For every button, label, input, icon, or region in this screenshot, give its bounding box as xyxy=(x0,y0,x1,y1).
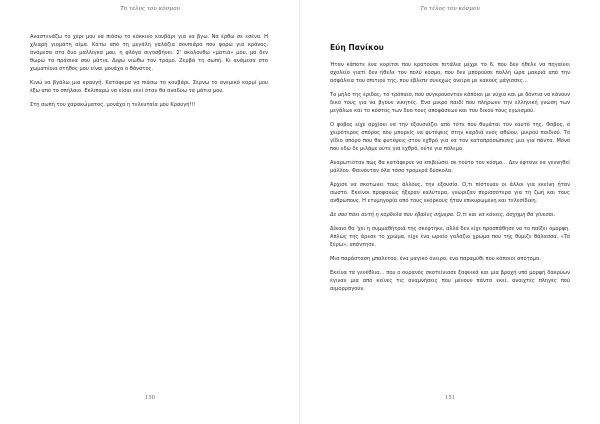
paragraph: Στη σωπή του χαρακώματος, μονάχα η τελευταία μου Κραυγή!!! xyxy=(30,102,196,108)
page-number-left: 150 xyxy=(145,395,155,401)
paragraph: Άρχισε να σκοτώνει τους άλλους, την εξουσία. Ο,τι πίστευαν οι άλλοι για εκείνη ήταν σωστό. Εκείνοι προφανώς ήξεραν καλύτερα, γνώριζαν περισσότερα για τη ζωή και τους ανθρώπους. Η ετυμηγορία από τους ενόρκους ήταν επικυρωμένη και τελεσίδικη. xyxy=(330,182,570,204)
right-page xyxy=(300,0,600,424)
running-head-right: Το τέλος του κόσμου xyxy=(420,6,480,12)
story-title: Εύη Πανίκου xyxy=(330,43,384,52)
running-head-left: Το τέλος του κόσμου xyxy=(120,6,180,12)
paragraph: Δίκαιο θα 'χει η συμμαθήτριά της σκέφτηκε, αλλά δεν είχε προσπάθησε να το παίξει όμορφη. Απλώς της άρεσε το χρώμα, είχε ένα ωραίο γαλάζιο χρώμα που της θύμιζε θάλασσα. «Το ξέρω», απάντησε. xyxy=(330,226,570,248)
paragraph: Μια παράσταση μπαλέτου, ένα μαγικό όνειρο, ένα παραμύθι που κάποιοι απότομα. xyxy=(330,256,541,262)
right-page-text xyxy=(330,61,570,299)
left-page-text xyxy=(30,33,268,115)
paragraph: Το μήλο της έριδος, το τρόπαιο, που συγκρούονταν κάποιοι με νύχια και με δόντια να κάνουν δικό τους για να βγουν νικητές. Ένα μικρό παιδί που πλήρωνε την ελληνική γνώση των μεγάλων και το κόστος των δυο τους αποφάσεων και του δικού τους εγωισμού. xyxy=(330,92,570,114)
paragraph: Αναστενάζω το χέρι μου να πιάσω το κόκκινο κουβάρι για να βγω. Να έρθω σε εσένα. Η χλιαρή γιομάτη αίμα. Κάτω από τη μεγάλη γαλάζια σουπιάρα που φορώ για κράνος, ανάμεσα στα δυο μαλλιγκα μου, η φλόγα σιγοσβήνει. Σ' ακολουθώ «ματιά» μου, μα δεν θωρώ τα πράσινα σου μάτια. Διψώ νιώθω τον τρόμο. Ζερβά τη σωπή. Κι ανάμεσα στο χωματένια στήθος μου είναι μονάχα ο θάνατος. xyxy=(30,34,268,72)
paragraph: Κινώ να βγάλω μια κραυγή. Κατάφερα να πιάσω το κουβάρι. Σέρνω το ανεμικό κορμί μου έξω από το σπήλαιο. Εκλιπαρώ να είσαι εκεί όταν θα αναδύω τα μάτια μου. xyxy=(30,80,268,94)
paragraph: Αναρωτιόταν πώς θα κατάφερνε να επιβιώσει σε τούτο τον κόσμο... Δεν έφτανε να γεννηθεί μάλλον. Φαινόνταν όλα τόσο τρομερά δύσκολα. xyxy=(330,160,570,174)
paragraph: Ο φόβος είχε αρχίσει να την εξουσιάζει από τότε που θυμάται τον εαυτό της. Φόβος, ο χειρότερος σπόρος που μπορείς να φυτέψεις στην καρδιά ενός αθώου, μικρού παιδιού. Το γίδιο σπόρο που θα φυτέψεις στον εχθρό για να τον καταπροσώπισες μια για πάντα. Μόνο που εδώ δε μιλάμε ούτε για εχθρό, ούτε για πόλεμο. xyxy=(330,122,570,152)
paragraph: Δε σου πάει αυτή η κορδέλα που έβαλες σήμερα. Ό,τι και να κάνεις, άσχημη θα γίνεσαι. xyxy=(330,212,556,218)
page-number-right: 151 xyxy=(445,395,455,401)
paragraph: Ήταν κάποτε ένα κορίτσι που κρατούσε πιτάλια μέχρι το 6, που δεν ήθελε να πηγαίνει σχολείο γιατί δεν ήθελε τον πολύ κόσμο, που δεν μπορούσε πολλή ώρα μακριά από την ασφάλεια του σπιτιού της, που έβλεπε συνεχώς όνειρα με κακούς μάγισσες... xyxy=(330,62,570,84)
paragraph: Εκείνα τα γενέθλια... που ο ουρανός σκοτείνιασε ξαφνικά και μια βροχή υπό μορφή δακρύων έγιναν μια από κείνες τις αναμνήσεις που μένουν πάντα εκεί, ανοιχτές πληγές που αιμορραγούν. xyxy=(330,270,570,292)
